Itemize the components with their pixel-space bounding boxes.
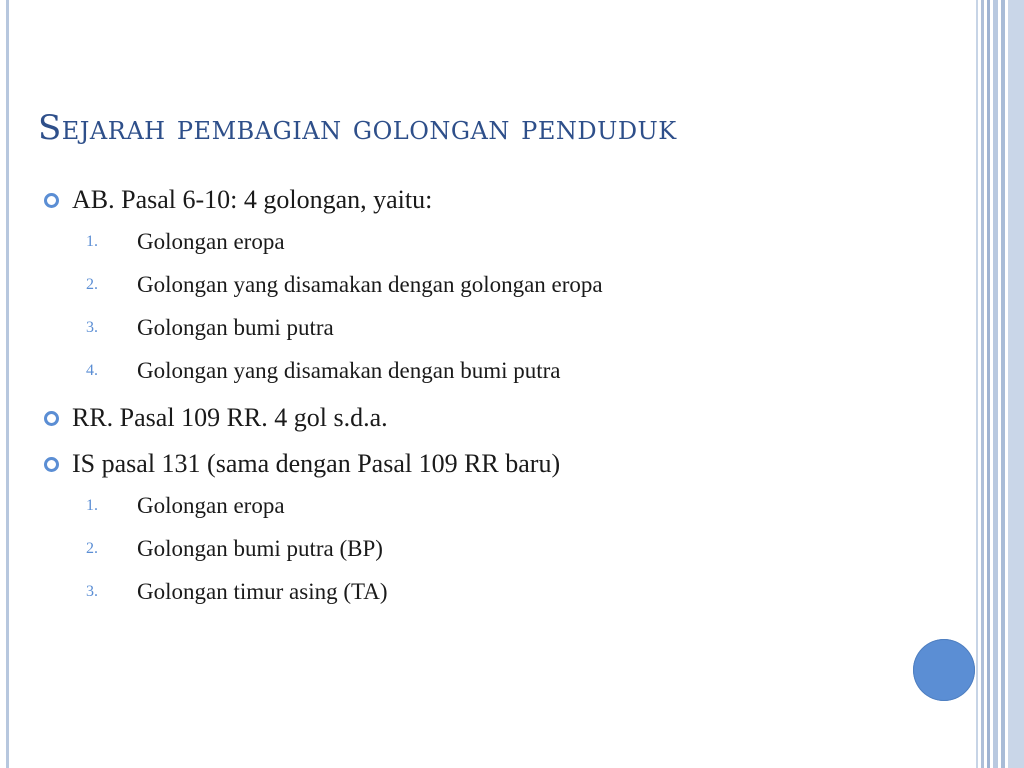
bullet-ring-icon [44,457,59,472]
list-item [44,263,904,306]
stripe [1001,0,1005,768]
list-number: 4. [86,361,98,379]
list-item [44,527,904,570]
list-number: 1. [86,496,98,514]
list-item [44,570,904,613]
list-text: Golongan timur asing (TA) [137,578,388,604]
list-text: Golongan bumi putra (BP) [137,535,383,561]
list-number: 2. [86,275,98,293]
bullet-text: IS pasal 131 (sama dengan Pasal 109 RR baru) [72,449,561,478]
slide-content [44,180,904,613]
stripe [981,0,984,768]
list-text: Golongan eropa [137,492,285,518]
list-text: Golongan eropa [137,228,285,254]
bullet-text: RR. Pasal 109 RR. 4 gol s.d.a. [72,403,388,432]
bullet-ring-icon [44,193,59,208]
list-text: Golongan yang disamakan dengan golongan eropa [137,271,603,297]
stripe [987,0,990,768]
list-item [44,306,904,349]
stripe [1008,0,1024,768]
bullet-item [44,180,904,220]
bullet-item [44,398,904,438]
decorative-circle-icon [913,639,975,701]
list-number: 1. [86,232,98,250]
stripe [976,0,978,768]
list-item [44,220,904,263]
left-border-line [6,0,9,768]
list-number: 3. [86,318,98,336]
list-number: 2. [86,539,98,557]
bullet-item [44,444,904,484]
list-item [44,484,904,527]
stripe [993,0,998,768]
slide-title: Sejarah pembagian golongan penduduk [38,108,677,148]
list-item [44,349,904,392]
list-text: Golongan bumi putra [137,314,334,340]
list-text: Golongan yang disamakan dengan bumi putra [137,357,561,383]
right-decorative-stripes [976,0,1024,768]
bullet-ring-icon [44,411,59,426]
list-number: 3. [86,582,98,600]
bullet-text: AB. Pasal 6-10: 4 golongan, yaitu: [72,185,433,214]
